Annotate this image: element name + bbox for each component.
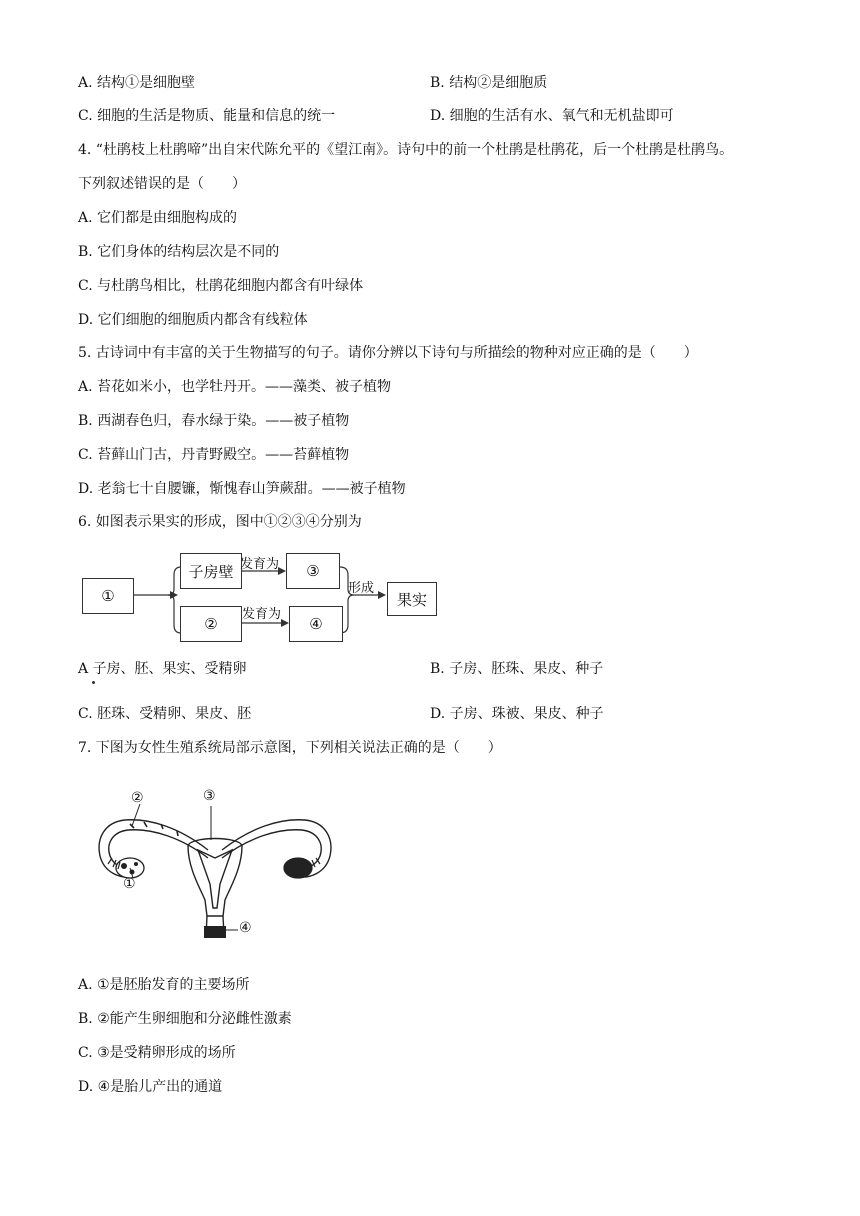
diagram-box-ovary-wall: 子房壁 [180, 553, 242, 589]
diagram-label-develop-top: 发育为 [240, 557, 280, 572]
q6-stem: 6. 如图表示果实的形成，图中①②③④分别为 [78, 514, 362, 530]
q7-option-a: A. ①是胚胎发育的主要场所 [78, 977, 250, 993]
diagram-box-1: ① [82, 578, 134, 614]
diagram-box-3: ③ [286, 553, 340, 589]
q5-option-a: A. 苔花如米小，也学牡丹开。——藻类、被子植物 [78, 379, 392, 395]
q3-option-d: D. 细胞的生活有水、氧气和无机盐即可 [430, 108, 674, 124]
q3-option-a: A. 结构①是细胞壁 [78, 75, 196, 91]
q7-option-c: C. ③是受精卵形成的场所 [78, 1045, 236, 1061]
q3-option-c: C. 细胞的生活是物质、能量和信息的统一 [78, 108, 336, 124]
q7-stem: 7. 下图为女性生殖系统局部示意图，下列相关说法正确的是（ ） [78, 740, 502, 756]
figure-label-4: ④ [239, 920, 252, 936]
q3-option-b: B. 结构②是细胞质 [430, 75, 548, 91]
q6-option-d: D. 子房、珠被、果皮、种子 [430, 706, 604, 722]
q6-option-a: A 子房、胚、果实、受精卵 [78, 661, 247, 677]
fruit-formation-diagram [78, 545, 448, 645]
q5-option-b: B. 西湖春色归，春水绿于染。——被子植物 [78, 413, 350, 429]
q4-option-b: B. 它们身体的结构层次是不同的 [78, 244, 280, 260]
q4-option-d: D. 它们细胞的细胞质内都含有线粒体 [78, 312, 308, 328]
q5-stem: 5. 古诗词中有丰富的关于生物描写的句子。请你分辨以下诗句与所描绘的物种对应正确的是（ ） [78, 345, 698, 361]
female-reproductive-system-figure [90, 788, 340, 948]
q6-option-b: B. 子房、胚珠、果皮、种子 [430, 661, 604, 677]
q4-option-c: C. 与杜鹃鸟相比，杜鹃花细胞内都含有叶绿体 [78, 278, 364, 294]
q5-option-d: D. 老翁七十自腰镰，惭愧春山笋蕨甜。——被子植物 [78, 481, 406, 497]
figure-label-3: ③ [203, 788, 216, 804]
figure-label-2: ② [131, 790, 144, 806]
q5-option-c: C. 苔藓山门古，丹青野殿空。——苔藓植物 [78, 447, 350, 463]
q7-option-d: D. ④是胎儿产出的通道 [78, 1079, 223, 1095]
figure-label-1: ① [123, 876, 136, 892]
diagram-box-fruit: 果实 [387, 582, 437, 616]
diagram-box-2: ② [180, 606, 242, 642]
diagram-box-4: ④ [289, 606, 343, 642]
diagram-label-develop-bottom: 发育为 [242, 607, 282, 622]
q4-stem-line2: 下列叙述错误的是（ ） [78, 176, 246, 192]
q6-option-c: C. 胚珠、受精卵、果皮、胚 [78, 706, 252, 722]
q4-stem-line1: 4. “杜鹃枝上杜鹃啼”出自宋代陈允平的《望江南》。诗句中的前一个杜鹃是杜鹃花，后一个杜鹃是杜鹃鸟。 [78, 142, 734, 158]
stray-dot [92, 681, 95, 684]
uterus-illustration [90, 788, 340, 948]
q7-option-b: B. ②能产生卵细胞和分泌雌性激素 [78, 1011, 292, 1027]
q4-option-a: A. 它们都是由细胞构成的 [78, 210, 238, 226]
diagram-label-form: 形成 [348, 581, 375, 596]
